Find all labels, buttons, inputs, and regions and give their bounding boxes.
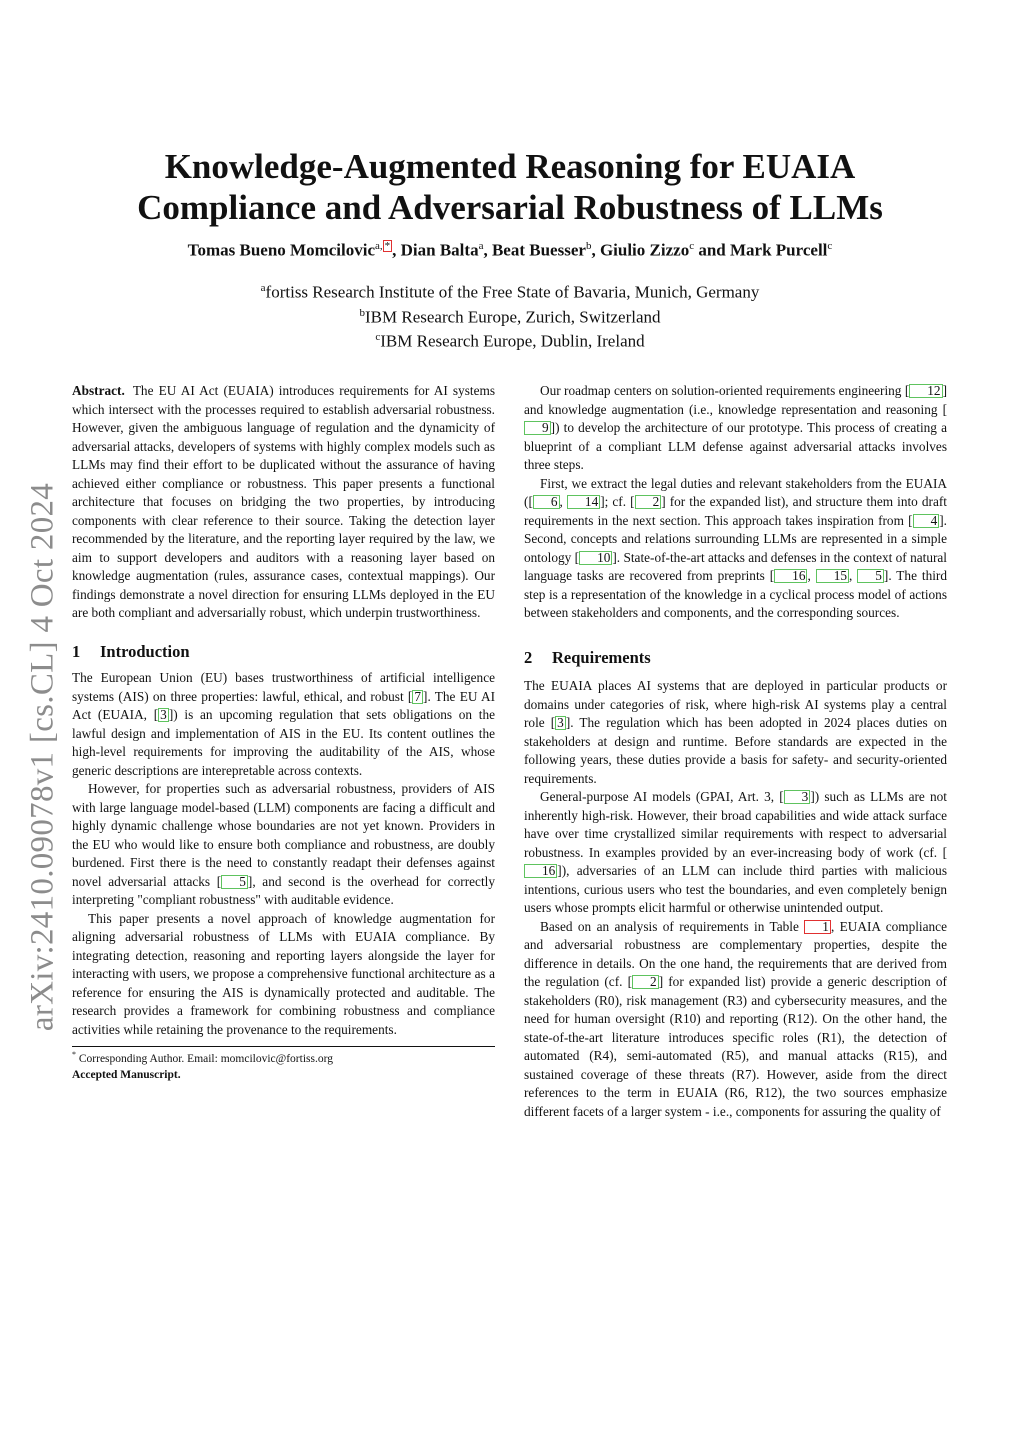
- author-name: Giulio Zizzo: [599, 240, 690, 260]
- affiliation-text: IBM Research Europe, Dublin, Ireland: [380, 331, 645, 351]
- citation-link[interactable]: 5: [857, 569, 884, 583]
- citation-link[interactable]: 10: [579, 551, 612, 565]
- abstract-text: The EU AI Act (EUAIA) introduces requirements for AI systems which intersect with the processes required to establish adversarial robustness. However, given the ambiguous language of regulation and the dynamicity of adversarial attacks, developers of systems with highly complex models such as LLMs may find their effort to be duplicated without the assurance of having achieved either compliance or robustness. This paper presents a functional architecture that focuses on bridging the two properties, by introducing components with clear reference to their source. Taking the detection layer recommended by the literature, and the reporting layer required by the law, we aim to support developers and auditors with a reasoning layer based on knowledge augmentation (rules, assurance cases, contextual mappings). Our findings demonstrate a novel direction for ensuring LLMs deployed in the EU are both compliant and adversarially robust, which underpin trustworthiness.: [72, 383, 495, 620]
- abstract: [72, 382, 495, 623]
- author-name: Beat Buesser: [491, 240, 586, 260]
- footnote-bold-note: Accepted Manuscript.: [72, 1068, 181, 1081]
- citation-link[interactable]: 2: [635, 495, 662, 509]
- citation-link[interactable]: 15: [816, 569, 849, 583]
- author-list: Tomas Bueno Momcilovic$^{a,}$ * , Dian Balta$^a$, Beat Buesser$^b$, Giulio Zizzo$^c$ and Mark Purcell$^c$: [187, 240, 833, 260]
- citation-link[interactable]: 12: [909, 384, 942, 398]
- citation-link[interactable]: 6: [533, 495, 560, 509]
- footnote-text: Corresponding Author. Email: momcilovic@fortiss.org: [78, 1052, 333, 1065]
- left-column: [72, 382, 495, 1083]
- corresponding-author-footnote-link[interactable]: *: [384, 240, 391, 252]
- citation-link[interactable]: 16: [524, 864, 557, 878]
- citation-link[interactable]: 5: [221, 875, 248, 889]
- author-affiliation-mark: c: [689, 240, 695, 252]
- author-name: Dian Balta: [400, 240, 479, 260]
- author-name: Tomas Bueno Momcilovic: [187, 240, 375, 260]
- paragraph: However, for properties such as adversarial robustness, providers of AIS with large language model-based (LLM) components are facing a difficult and highly dynamic challenge whose boundaries are not yet known. Providers in the EU who would like to ensure both compliance and robustness, are doubly burdened. First there is the need to constantly readapt their defenses against novel adversarial attacks [ 5 ], and second is the overhead for correctly interpreting "compliant robustness" with auditable evidence.: [72, 781, 495, 907]
- citation-link[interactable]: 2: [632, 975, 659, 989]
- author-affiliation-mark: c: [827, 240, 833, 252]
- section-heading-introduction: [72, 643, 495, 662]
- affiliation-line: [100, 327, 920, 352]
- arxiv-identifier-stamp: [8, 462, 78, 1052]
- citation-link[interactable]: 4: [913, 514, 940, 528]
- affiliation-mark: c: [375, 331, 381, 344]
- section-number: 2: [524, 647, 533, 667]
- affiliation-mark: b: [359, 306, 365, 319]
- author-name: Mark Purcell: [730, 240, 828, 260]
- citation-link[interactable]: 3: [557, 715, 564, 730]
- author-affiliation-mark: a: [375, 240, 380, 252]
- affiliation-text: fortiss Research Institute of the Free State of Bavaria, Munich, Germany: [265, 282, 760, 302]
- affiliation-list: [100, 278, 920, 352]
- paragraph: General-purpose AI models (GPAI, Art. 3, [ 3 ]) such as LLMs are not inherently high-risk. However, their broad capabilities and wide attack surface have over time crystallized similar requirements with respect to adversarial robustness. In examples provided by an ever-increasing body of work (cf. [16 ]), adversaries of an LLM can include third parties with malicious intentions, curious users who test the boundaries, and even completely benign users whose prompts elicit harmful or otherwise unintended output.: [524, 789, 947, 915]
- paper-title-line2: Compliance and Adversarial Robustness of LLMs: [137, 188, 883, 227]
- section-title: Introduction: [100, 641, 190, 661]
- paragraph: Our roadmap centers on solution-oriented requirements engineering [ 12 ] and knowledge augmentation (i.e., knowledge representation and reasoning [9 ]) to develop the architecture of our prototype. This process of creating a blueprint of a compliant LLM defense against adversarial attacks involves three steps.: [524, 383, 947, 472]
- table-reference-link[interactable]: 1: [804, 920, 831, 934]
- author-affiliation-mark: b: [585, 240, 592, 252]
- author-affiliation-mark: a: [478, 240, 484, 252]
- section-number: 1: [72, 641, 81, 661]
- right-column: [524, 382, 947, 1121]
- footnote: [72, 1047, 495, 1083]
- arxiv-identifier-text: arXiv:2410.09078v1 [cs.CL] 4 Oct 2024: [24, 482, 61, 1032]
- paragraph: The EUAIA places AI systems that are deployed in particular products or domains under categories of risk, where high-risk AI systems play a central role [ 3 ]. The regulation which has been adopted in 2024 places duties on stakeholders at design and runtime. Before standards are expected in the following years, these duties provide a basis for safety- and security-oriented requirements.: [524, 678, 947, 786]
- affiliation-mark: a: [260, 282, 266, 294]
- paragraph: The European Union (EU) bases trustworthiness of artificial intelligence systems (AIS) on three properties: lawful, ethical, and robust [ 7 ]. The EU AI Act (EUAIA, [ 3 ]) is an upcoming regulation that sets obligations on the lawful design and implementation of AIS in the EU. Its content outlines the high-level requirements for improving the auditability of the AIS, whose generic descriptions are interepretable across contexts.: [72, 670, 495, 778]
- citation-link[interactable]: 3: [160, 707, 167, 722]
- citation-link[interactable]: 7: [414, 688, 422, 704]
- citation-link[interactable]: 3: [784, 790, 811, 804]
- affiliation-text: IBM Research Europe, Zurich, Switzerland: [364, 307, 661, 327]
- paragraph: Based on an analysis of requirements in Table 1 , EUAIA compliance and adversarial robustness are complementary properties, despite the difference in details. On the one hand, the requirements that are derived from the regulation (cf. [ 2 ] for expanded list) provide a generic description of stakeholders (R0), risk management (R3) and cybersecurity measures, and the need for human oversight (R10) and reporting (R12). On the other hand, the state-of-the-art literature introduces specific roles (R1), the detection of automated (R4), semi-automated (R5), and manual attacks (R15), and sustained coverage of these threats (R7). However, aside from the direct references to the term in EUAIA (R6, R12), the two sources emphasize different facets of a larger system - i.e., components for assuring the quality of: [524, 918, 947, 1119]
- citation-link[interactable]: 9: [524, 421, 551, 435]
- abstract-label: Abstract.: [72, 383, 125, 398]
- affiliation-line: [100, 278, 920, 303]
- paragraph: First, we extract the legal duties and relevant stakeholders from the EUAIA ([ 6 , 14 ]; cf. [ 2 ] for the expanded list), and structure them into draft requirements in the next section. This approach takes inspiration from [ 4 ]. Second, concepts and relations surrounding LLMs are represented in a simple ontology [ 10 ]. State-of-the-art attacks and defenses in the context of natural language tasks are recovered from preprints [ 16 , 15 , 5 ]. The third step is a representation of the knowledge in a cyclical process model of actions between stakeholders and components, and the corresponding sources.: [524, 475, 947, 620]
- paper-title-line1: Knowledge-Augmented Reasoning for EUAIA: [164, 147, 856, 186]
- author-conjunction: and: [698, 240, 726, 260]
- citation-link[interactable]: 16: [774, 569, 807, 583]
- citation-link[interactable]: 14: [567, 495, 600, 509]
- section-heading-requirements: [524, 649, 947, 668]
- footnote-mark: *: [72, 1050, 76, 1059]
- paragraph: This paper presents a novel approach of knowledge augmentation for aligning adversarial robustness of LLMs with EUAIA compliance. By integrating detection, reasoning and reporting layers alongside the layer for interacting with users, we propose a comprehensive functional architecture as a reference for ensuring the AIS is dynamically protected and auditable. The research provides a framework for combining robustness and compliance activities while retaining the provenance to the requirements.: [72, 910, 495, 1037]
- affiliation-line: [100, 303, 920, 328]
- section-title: Requirements: [552, 647, 651, 667]
- paper-title: [100, 146, 920, 228]
